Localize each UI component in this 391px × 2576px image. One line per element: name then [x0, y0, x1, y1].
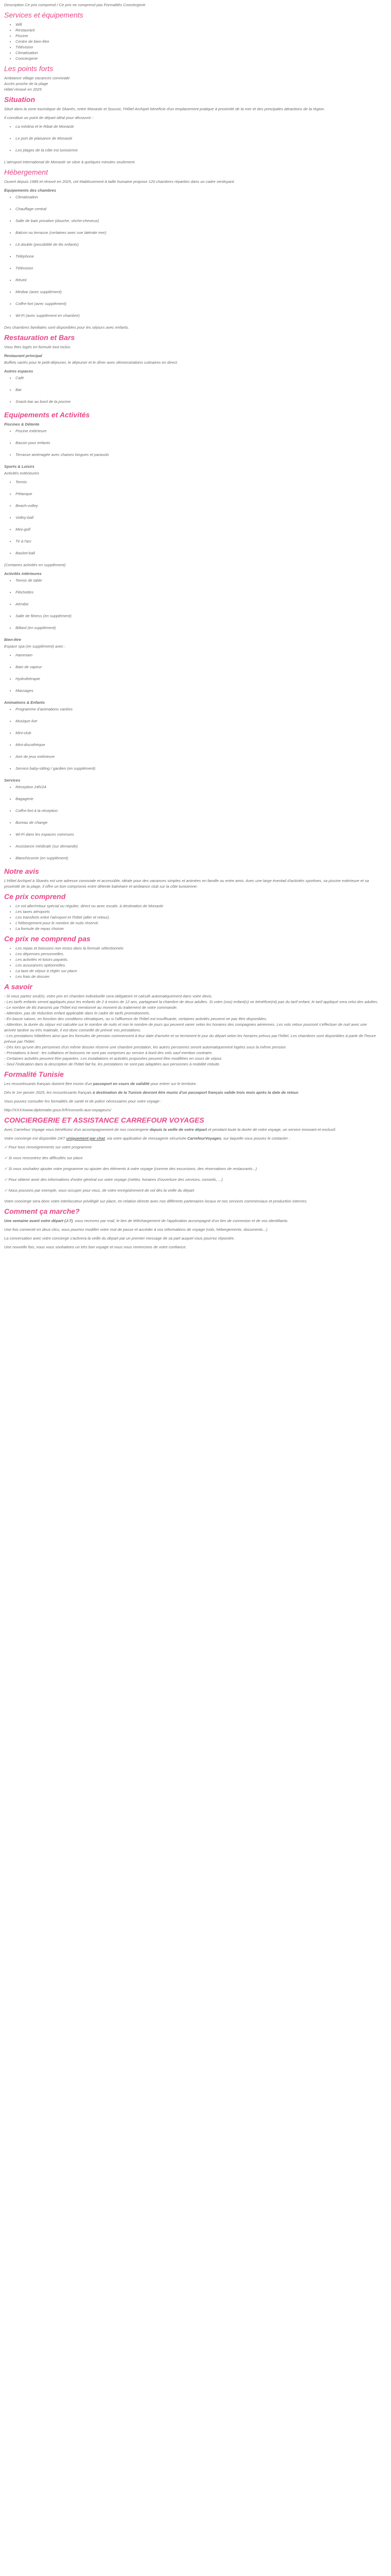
list-item: • Piscine [15, 33, 379, 39]
list-item: • Le vol aller/retour spécial ou régulier, direct ou avec escale, à destination de Monastir [15, 903, 379, 909]
formalite-p1-a: Les ressortissants français doivent être munis d'un [4, 1081, 92, 1086]
formalite-p1-b: passeport en cours de validité [93, 1081, 150, 1086]
situation-p1: Situé dans la zone touristique de Skanès, entre Monastir et Sousse, l'Hôtel Archipel bénéficie d'un emplacement pratique à proximité de la mer et des principales attractions de la région. [4, 107, 325, 111]
services-list [4, 22, 379, 61]
list-item: • Mini-club [15, 730, 379, 736]
restauration-sub2: Autres espaces [4, 369, 34, 374]
comprend-title: Ce prix comprend [4, 892, 66, 901]
avis-p1: L'Hôtel Archipel à Skanès est une adresse conviviale et accessible, idéale pour des vacances simples et animées en famille ou entre amis. Avec une large éventail d'activités sportives, sa piscine extérieure et sa proximité de la plage, il offre un bon compromis entre détente balnéaire et ambiance club sur la côte tunisienne. [4, 878, 369, 889]
list-item: • Les activités et loisirs payants. [15, 957, 379, 962]
equipements-list4 [4, 652, 379, 693]
comment-title: Comment ça marche? [4, 1207, 80, 1215]
conciergerie-p3: Votre concierge sera donc votre interlocuteur privilégié sur place, en relation directe avec nos différents partenaires locaux et nos services commerciaux et production internes. [4, 1199, 308, 1204]
comment-p1-a: Une semaine avant votre départ (J-7) [4, 1218, 73, 1223]
list-item: ✓ Si vous souhaitez ajouter votre programme ou ajouter des éléments à votre voyage (comme des excursions, des réservations de restaurants...) [4, 1166, 257, 1171]
list-item: ✓ Si vous rencontrez des difficultés sur place [4, 1156, 83, 1160]
a-savoir-title: A savoir [4, 982, 32, 991]
list-item: • Aire de jeux extérieure [15, 754, 379, 759]
list-item: • Programme d'animations variées [15, 706, 379, 712]
list-item: • Mini-golf [15, 527, 379, 532]
formalite-title: Formalité Tunisie [4, 1070, 64, 1078]
restauration-list [4, 375, 379, 404]
formalite-p1-c: pour entrer sur le territoire. [150, 1081, 197, 1086]
list-item: • Les transferts entre l'aéroport et l'hôtel (aller et retour). [15, 914, 379, 920]
list-item: • La taxe de séjour à régler sur place. [15, 968, 379, 974]
points-forts-line: Ambiance village vacances conviviale [4, 76, 70, 80]
a-savoir-lines [4, 993, 379, 1067]
situation-p3: L'aéroport international de Monastir se situe à quelques minutes seulement. [4, 160, 136, 164]
conciergerie-p2-a: Votre concierge est disponible 24/7 [4, 1136, 66, 1141]
list-item: • Coffre-fort à la réception [15, 808, 379, 814]
list-item: • Les taxes aéroports [15, 909, 379, 914]
list-item: • Conciergerie [15, 56, 379, 61]
list-item: • Billard (en supplément) [15, 625, 379, 631]
list-item: • Snack-bar au bord de la piscine [15, 399, 379, 404]
list-item: • Restaurant [15, 27, 379, 33]
list-item: • Bain de vapeur [15, 664, 379, 670]
list-item: • Télévision [15, 44, 379, 50]
hebergement-list [4, 194, 379, 318]
list-item: • La médina et le Ribat de Monastir [15, 124, 379, 129]
list-item: • Blanchisserie (en supplément) [15, 855, 379, 861]
list-item: • Massages [15, 688, 379, 693]
list-item: • Terrasse aménagée avec chaises longues et parasols [15, 452, 379, 457]
list-item: • Le port de plaisance de Monastir [15, 135, 379, 141]
points-forts-line: Accès proche de la plage [4, 81, 48, 86]
list-item: • Beach-volley [15, 503, 379, 509]
conciergerie-title: CONCIERGERIE ET ASSISTANCE CARREFOUR VOYAGES [4, 1116, 204, 1124]
list-item: • Salle de bain privative (douche, sèche-cheveux) [15, 218, 379, 224]
list-item: • Télévision [15, 265, 379, 271]
situation-title: Situation [4, 95, 35, 104]
page [0, 0, 383, 1258]
list-item: • Les repas et boissons non inclus dans la formule sélectionnée. [15, 945, 379, 951]
list-item: • Wifi [15, 22, 379, 27]
list-item: • Piscine extérieure [15, 428, 379, 434]
equipements-bien-etre: Espace spa (en supplément) avec : [4, 644, 66, 649]
avis-title: Notre avis [4, 867, 39, 875]
list-item: • Service baby-sitting / gardien (en supplément) [15, 766, 379, 771]
conciergerie-p2-d: CarrefourVoyages [187, 1136, 221, 1141]
list-item: • Les assurances optionnelles. [15, 962, 379, 968]
restauration-sub1: Restaurant principal [4, 353, 42, 358]
list-item: • Chauffage central [15, 206, 379, 212]
equipements-title: Equipements et Activités [4, 411, 90, 419]
hebergement-title: Hébergement [4, 168, 48, 176]
equipements-list6 [4, 784, 379, 861]
hebergement-sub: Équipements des chambres [4, 188, 56, 193]
list-item: • Tennis de table [15, 578, 379, 583]
a-savoir-line: - Prestations à bord : les collations et boissons ne sont pas comprises au service à bord des vols sauf mention contraire. [4, 1050, 213, 1055]
services-title: Services et équipements [4, 11, 84, 19]
comment-p1-b: , vous recevrez par mail, le lien de téléchargement de l'application accompagné d'un lien de connexion et de vos identifiants. [72, 1218, 289, 1223]
conciergerie-p2-c: , via votre application de messagerie sécurisée [105, 1136, 187, 1141]
points-forts-lines [4, 75, 379, 92]
list-item: • Balcon ou terrasse (certaines avec vue latérale mer) [15, 230, 379, 235]
list-item: • Pétanque [15, 491, 379, 497]
equipements-sub7: Services [4, 778, 21, 783]
list-item: • Salle de fitness (en supplément) [15, 613, 379, 619]
list-item: • Tennis [15, 479, 379, 485]
list-item: • Volley-ball [15, 515, 379, 520]
a-savoir-line: - Seul l'indication dans la description de l'hôtel fait foi, les prestations ne sont pas adaptées aux personnes à mobilité réduite. [4, 1062, 221, 1066]
a-savoir-line: - Certaines activités peuvent être payantes. Les installations et activités proposées peuvent être modifiées en cours de séjour. [4, 1056, 223, 1061]
list-item: • Hammam [15, 652, 379, 658]
list-item: • Musique live [15, 718, 379, 724]
list-item: • Téléphone [15, 253, 379, 259]
conciergerie-list [4, 1144, 379, 1193]
list-item: • Basket-ball [15, 550, 379, 556]
comment-p3: La conversation avec votre concierge s'activera la veille du départ par un premier message de sa part auquel vous pourrez répondre. [4, 1236, 235, 1241]
a-savoir-line: - Le nombre de lits transmis par l'hôtel est mentionné au moment du traitement de votre commande. [4, 1005, 178, 1010]
list-item: • La formule de repas choisie. [15, 926, 379, 931]
list-item: • Centre de bien-être [15, 39, 379, 44]
restauration-title: Restauration et Bars [4, 333, 75, 342]
list-item: ✓ Pour tous renseignements sur votre programme [4, 1145, 92, 1149]
hebergement-p1: Ouvert depuis 1989 et rénové en 2025, cet établissement à taille humaine propose 120 chambres réparties dans un cadre verdoyant. [4, 179, 235, 184]
list-item: • Bureau de change [15, 820, 379, 825]
situation-p2: Il constitue un point de départ idéal pour découvrir : [4, 115, 93, 120]
a-savoir-line: - Les tarifs enfants seront appliqués pour les enfants de 2 à moins de 12 ans, partageant la chambre de deux adultes. Si votre (vos) enfant(s) ne bénéficie(nt) pas du tarif enfant, le tarif appliqué sera celui des adultes. [4, 999, 379, 1004]
list-item: • Fléchettes [15, 589, 379, 595]
equipements-list5 [4, 706, 379, 771]
comment-p4: Une nouvelle fois, nous vous souhaitons un très bon voyage et nous vous remercions de votre confiance. [4, 1245, 187, 1249]
list-item: • Bagagerie [15, 796, 379, 802]
situation-list [4, 124, 379, 153]
list-item: • L'hébergement pour le nombre de nuits réservé. [15, 920, 379, 926]
formalite-p2-a: Dès le 1er janvier 2025, les ressortissants français [4, 1090, 92, 1095]
list-item: • Minibar (avec supplément) [15, 289, 379, 295]
list-item: • Réception 24h/24 [15, 784, 379, 790]
comment-p2: Une fois connecté en deux clics, vous pourrez modifier votre mot de passe et accéder à vos informations de voyage (vols, hébergements, documents...) [4, 1227, 268, 1232]
conciergerie-p1-a: Avec Carrefour Voyage vous bénéficiez d'un accompagnement de nos conciergerie [4, 1127, 149, 1132]
list-item: • Wi-Fi dans les espaces communs [15, 832, 379, 837]
equipements-sub3: Activités extérieures [4, 471, 39, 476]
a-savoir-line: - Si vous partez seul(e), votre prix en chambre individuelle sera obligatoire et calculé automatiquement dans votre devis. [4, 994, 213, 998]
equipements-sub5: Bien-être [4, 637, 21, 642]
equipements-list2 [4, 479, 379, 556]
list-item: • Café [15, 375, 379, 381]
conciergerie-p1-b: depuis la veille de votre départ [150, 1127, 207, 1132]
a-savoir-line: - Attention, pas de réduction enfant applicable dans le cadre de tarifs promotionnels. [4, 1011, 150, 1015]
list-item: ✓ Nous pouvons par exemple, vous occuper pour vous, de votre enregistrement de vol dès la veille du départ [4, 1188, 194, 1193]
list-item: • Assistance médicale (sur demande) [15, 843, 379, 849]
restauration-p2: Buffets variés pour le petit-déjeuner, le déjeuner et le dîner avec démonstrations culinaires en direct. [4, 360, 178, 365]
restauration-p1: Vous êtes logés en formule tout inclus. [4, 345, 72, 349]
equipements-sub1: Piscines & Détente [4, 422, 40, 427]
equipements-note1: (Certaines activités en supplément) [4, 563, 66, 567]
list-item: • Hydrothérapie [15, 676, 379, 682]
list-item: • Les plages de la côte est tunisienne [15, 147, 379, 153]
a-savoir-line: - Attention, la durée du séjour est calculée sur le nombre de nuits et non le nombre de jours qui peuvent varier selon les horaires des compagnies aériennes. Les vols retour pourront s'effectuer de nuit avec une arrivée tardive ou très matinale, il est donc conseillé de prévoir vos prestations. [4, 1022, 367, 1032]
equipements-list3 [4, 578, 379, 631]
list-item: • Mini-discothèque [15, 742, 379, 748]
points-forts-line: Hôtel rénové en 2025 [4, 87, 42, 92]
list-item: • Coffre-fort (avec supplément) [15, 301, 379, 307]
formalite-p3: Vous pouvez consulter les formalités de santé et de police nécessaires pour votre voyage : [4, 1099, 162, 1104]
a-savoir-line: - En basse saison, en fonction des conditions climatiques, ou si l'affluence de l'hôtel est insuffisante, certaines activités peuvent ne pas être disponibles. [4, 1016, 267, 1021]
conciergerie-p2-b: uniquement par chat [66, 1136, 105, 1141]
list-item: • Bar [15, 387, 379, 393]
conciergerie-p2-e: , sur laquelle vous pouvez le contacter : [221, 1136, 290, 1141]
top-description: Description Ce prix comprend / Ce prix ne comprend pas Formalités Conciergerie [4, 3, 145, 7]
list-item: • Réveil [15, 277, 379, 283]
equipements-sub2: Sports & Loisirs [4, 464, 35, 469]
list-item: • Les frais de dossier. [15, 974, 379, 979]
points-forts-title: Les points forts [4, 64, 53, 73]
hebergement-p2: Des chambres familiales sont disponibles pour les séjours avec enfants. [4, 325, 129, 330]
list-item: • Lit double (possibilité de lits enfants) [15, 242, 379, 247]
a-savoir-line: - Les prestations hôtelières ainsi que les formules de pension commencent à leur date d'arrivée et se terminent le jour du départ selon les horaires prévus par l'hôtel. Les chambres sont disponibles à partir de l'heure prévue par l'hôtel. [4, 1033, 376, 1044]
equipements-list1 [4, 428, 379, 457]
a-savoir-line: - Dès lors qu'une des personnes d'un même dossier réserve une chambre prestation, les autres personnes seront automatiquement logées sous la même pension. [4, 1045, 287, 1049]
conciergerie-p2 [4, 1136, 379, 1141]
list-item: • Climatisation [15, 194, 379, 200]
equipements-sub4: Activités intérieures [4, 571, 42, 576]
list-item: • Aérobic [15, 601, 379, 607]
comment-p1 [4, 1218, 379, 1224]
conciergerie-p1 [4, 1127, 379, 1132]
formalite-p2-b: à destination de la Tunisie devront être munis d'un passeport français valide trois mois après la date de retour. [92, 1090, 299, 1095]
formalite-link[interactable]: http://XXXXwww.diplomatie.gouv.fr/fr/conseils-aux-voyageurs/ [4, 1108, 111, 1112]
comprend-list [4, 903, 379, 931]
list-item: • Bassin pour enfants [15, 440, 379, 446]
list-item: ✓ Pour obtenir avoir des informations d'ordre général sur votre voyage (météo, horaires d'ouverture des services, conseils, ...) [4, 1177, 223, 1182]
formalite-p2 [4, 1090, 379, 1095]
formalite-p1 [4, 1081, 379, 1087]
list-item: • Climatisation [15, 50, 379, 56]
conciergerie-p1-c: et pendant toute la durée de votre voyage, un service innovant et exclusif. [208, 1127, 336, 1132]
list-item: • Les dépenses personnelles. [15, 951, 379, 957]
ne-comprend-title: Ce prix ne comprend pas [4, 935, 91, 943]
ne-comprend-list [4, 945, 379, 979]
list-item: • Tir à l'arc [15, 538, 379, 544]
equipements-sub6: Animations & Enfants [4, 700, 45, 705]
list-item: • Wi-Fi (avec supplément en chambre) [15, 313, 379, 318]
